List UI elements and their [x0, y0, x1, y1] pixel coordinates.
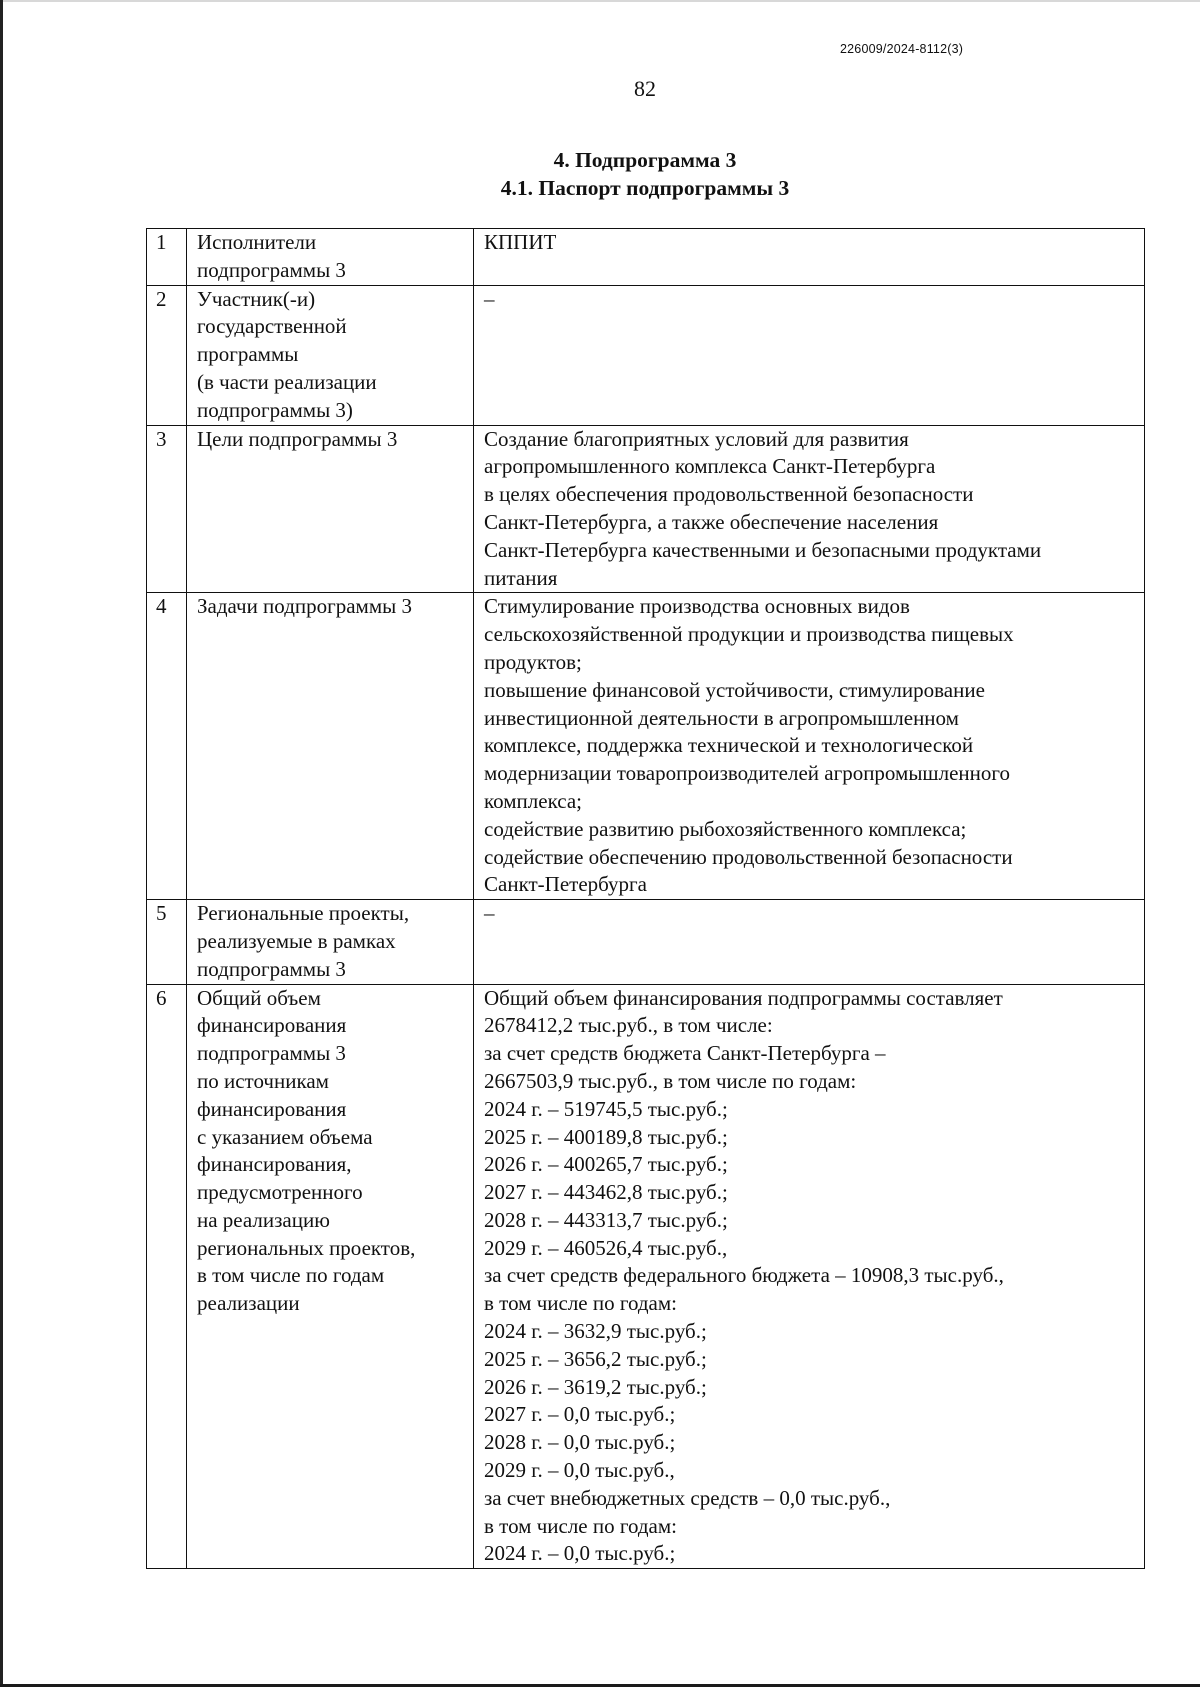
row-value-line: в целях обеспечения продовольственной безопасности — [484, 482, 974, 507]
page-number: 82 — [634, 76, 656, 101]
row-label-line: подпрограммы 3 — [197, 257, 346, 282]
row-value-line: Стимулирование производства основных видов — [484, 594, 910, 619]
row-value-line: содействие развитию рыбохозяйственного комплекса; — [484, 816, 967, 841]
row-label — [187, 900, 474, 984]
row-label-line: Цели подпрограммы 3 — [197, 426, 398, 451]
row-number: 2 — [147, 285, 187, 425]
row-value — [474, 229, 1145, 286]
row-value-line: 2027 г. – 443462,8 тыс.руб.; — [484, 1180, 728, 1205]
scan-edge-left — [0, 0, 3, 1687]
row-label-line: предусмотренного — [197, 1180, 363, 1205]
row-label-line: подпрограммы 3 — [197, 956, 346, 981]
row-value-line: 2026 г. – 3619,2 тыс.руб.; — [484, 1374, 707, 1399]
row-value-line: за счет средств федерального бюджета – 10908,3 тыс.руб., — [484, 1263, 1004, 1288]
row-value-line: 2024 г. – 3632,9 тыс.руб.; — [484, 1319, 707, 1344]
row-value-line: 2029 г. – 460526,4 тыс.руб., — [484, 1235, 728, 1260]
row-value — [474, 984, 1145, 1569]
row-label — [187, 984, 474, 1569]
row-label — [187, 425, 474, 593]
row-value-line: КППИТ — [484, 230, 557, 254]
row-label-line: финансирования — [197, 1096, 347, 1121]
row-value-line: 2025 г. – 3656,2 тыс.руб.; — [484, 1346, 707, 1371]
row-label-line: государственной — [197, 314, 347, 339]
row-label-line: подпрограммы 3 — [197, 1041, 346, 1066]
row-value-line: 2027 г. – 0,0 тыс.руб.; — [484, 1402, 676, 1427]
passport-row — [147, 229, 1145, 286]
row-value-line: 2026 г. – 400265,7 тыс.руб.; — [484, 1152, 728, 1177]
row-value-line: Санкт-Петербурга — [484, 872, 647, 897]
scan-edge-top — [0, 0, 1200, 2]
row-value-line: Санкт-Петербурга, а также обеспечение населения — [484, 509, 939, 534]
row-number: 1 — [147, 229, 187, 286]
row-value-line: продуктов; — [484, 649, 582, 674]
row-value-line: в том числе по годам: — [484, 1513, 677, 1538]
row-number: 6 — [147, 984, 187, 1569]
passport-row — [147, 984, 1145, 1569]
passport-table-body — [147, 229, 1145, 1569]
row-label-line: программы — [197, 342, 299, 367]
row-value-line: повышение финансовой устойчивости, стимулирование — [484, 677, 985, 702]
section-title-line-2: 4.1. Паспорт подпрограммы 3 — [500, 176, 790, 200]
row-number: 3 — [147, 425, 187, 593]
row-label-line: Общий объем — [197, 985, 321, 1010]
row-value-line: сельскохозяйственной продукции и производства пищевых — [484, 622, 1014, 647]
section-title-line-1: 4. Подпрограмма 3 — [553, 148, 737, 172]
row-label-line: (в части реализации — [197, 369, 377, 394]
row-value-line: питания — [484, 565, 558, 590]
row-value-line: 2025 г. – 400189,8 тыс.руб.; — [484, 1124, 728, 1149]
row-label — [187, 593, 474, 900]
row-value-line: 2028 г. – 0,0 тыс.руб.; — [484, 1430, 676, 1455]
row-number: 5 — [147, 900, 187, 984]
row-value-line: 2678412,2 тыс.руб., в том числе: — [484, 1013, 773, 1038]
row-value-line: 2029 г. – 0,0 тыс.руб., — [484, 1458, 675, 1483]
passport-row — [147, 285, 1145, 425]
row-value-line: агропромышленного комплекса Санкт-Петербурга — [484, 454, 936, 479]
row-label-line: по источникам — [197, 1068, 329, 1093]
section-title — [0, 146, 1200, 202]
row-number: 4 — [147, 593, 187, 900]
subprogram-passport-table — [146, 228, 1145, 1569]
row-label-line: с указанием объема — [197, 1124, 373, 1149]
row-value-line: за счет внебюджетных средств – 0,0 тыс.руб., — [484, 1485, 891, 1510]
row-label-line: реализации — [197, 1291, 300, 1316]
row-value-line: в том числе по годам: — [484, 1291, 677, 1316]
row-value-line: модернизации товаропроизводителей агропромышленного — [484, 761, 1010, 786]
passport-row — [147, 900, 1145, 984]
row-label-line: Региональные проекты, — [197, 901, 410, 926]
row-label-line: в том числе по годам — [197, 1263, 385, 1288]
row-value-line: 2024 г. – 519745,5 тыс.руб.; — [484, 1096, 728, 1121]
row-label-line: Исполнители — [197, 230, 317, 254]
row-label-line: Задачи подпрограммы 3 — [197, 594, 412, 619]
row-label-line: подпрограммы 3) — [197, 397, 353, 422]
document-number: 226009/2024-8112(3) — [840, 42, 964, 56]
row-label — [187, 229, 474, 286]
row-label — [187, 285, 474, 425]
row-label-line: на реализацию — [197, 1207, 330, 1232]
passport-row — [147, 593, 1145, 900]
row-value — [474, 593, 1145, 900]
row-label-line: финансирования, — [197, 1152, 352, 1177]
passport-row — [147, 425, 1145, 593]
row-value-line: содействие обеспечению продовольственной безопасности — [484, 844, 1013, 869]
row-value-line: – — [484, 901, 495, 926]
row-value-line: Санкт-Петербурга качественными и безопасными продуктами — [484, 537, 1042, 562]
row-value-line: 2667503,9 тыс.руб., в том числе по годам: — [484, 1068, 857, 1093]
row-value-line: комплекса; — [484, 788, 582, 813]
row-value — [474, 425, 1145, 593]
row-value-line: за счет средств бюджета Санкт-Петербурга – — [484, 1041, 886, 1066]
row-value-line: – — [484, 286, 495, 311]
row-value-line: инвестиционной деятельности в агропромышленном — [484, 705, 959, 730]
row-value-line: Создание благоприятных условий для развития — [484, 426, 909, 451]
row-label-line: финансирования — [197, 1013, 347, 1038]
row-label-line: реализуемые в рамках — [197, 928, 396, 953]
row-value-line: комплексе, поддержка технической и технологической — [484, 733, 974, 758]
row-label-line: региональных проектов, — [197, 1235, 416, 1260]
row-value-line: Общий объем финансирования подпрограммы составляет — [484, 985, 1003, 1010]
row-value — [474, 900, 1145, 984]
row-value-line: 2028 г. – 443313,7 тыс.руб.; — [484, 1207, 728, 1232]
row-label-line: Участник(-и) — [197, 286, 316, 311]
row-value-line: 2024 г. – 0,0 тыс.руб.; — [484, 1541, 676, 1566]
row-value — [474, 285, 1145, 425]
